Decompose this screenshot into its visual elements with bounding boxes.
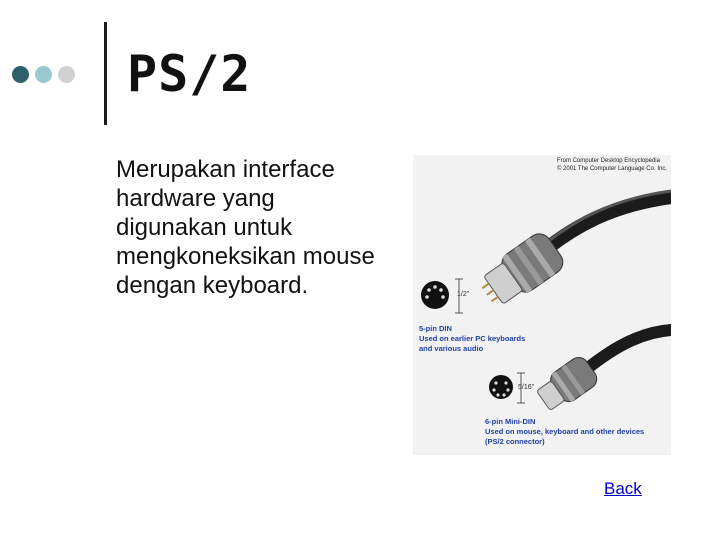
figure-credit	[557, 157, 667, 173]
mini6-desc1: Used on mouse, keyboard and other devices	[485, 427, 645, 436]
back-link[interactable]: Back	[604, 479, 642, 498]
dot-grey	[58, 66, 75, 83]
din5-desc1: Used on earlier PC keyboards	[419, 334, 526, 343]
din5-desc2: and various audio	[419, 344, 484, 353]
dot-teal	[35, 66, 52, 83]
connector-illustration	[413, 155, 671, 455]
figure-credit-line2: © 2001 The Computer Language Co. Inc.	[556, 166, 667, 172]
ps2-connector-figure	[413, 155, 671, 455]
din5-caption	[419, 324, 525, 354]
mini6-size-label: 5/16"	[518, 384, 535, 391]
din5-size-label: 1/2"	[457, 291, 470, 298]
mini6-title: 6-pin Mini-DIN	[485, 417, 536, 426]
din5-title: 5-pin DIN	[419, 324, 452, 333]
dot-dark	[12, 66, 29, 83]
slide-title: PS/2	[127, 45, 252, 103]
mini6-caption	[485, 417, 644, 447]
figure-credit-line1: From Computer Desktop Encyclopedia	[556, 158, 660, 164]
title-divider	[104, 22, 107, 125]
mini6-desc2: (PS/2 connector)	[485, 437, 545, 446]
decorative-dots	[12, 66, 75, 83]
slide-body-text: Merupakan interface hardware yang digunakan untuk mengkoneksikan mouse dengan keyboard.	[116, 156, 375, 299]
